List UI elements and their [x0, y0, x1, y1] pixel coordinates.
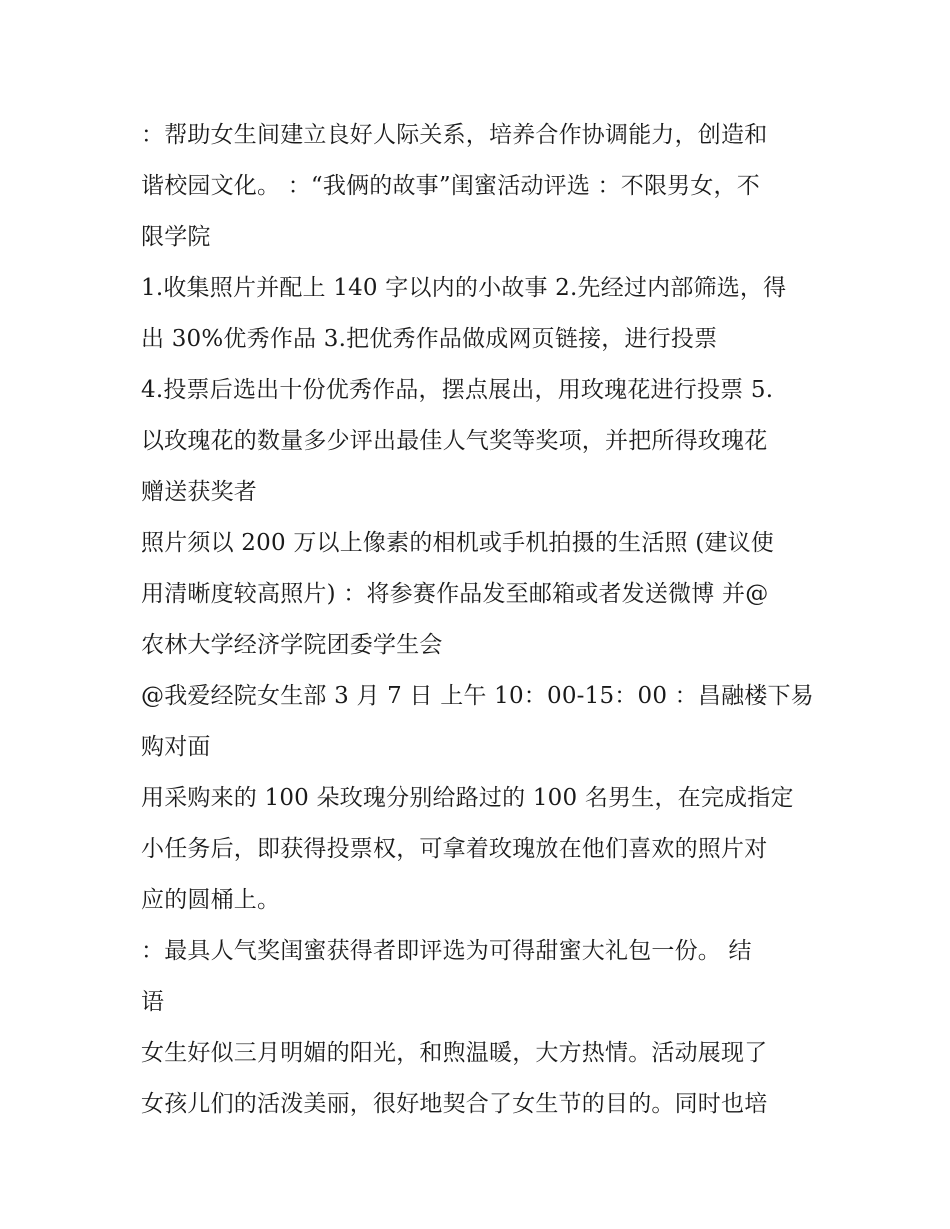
text-line-5: 出 30%优秀作品 3.把优秀作品做成网页链接，进行投票 [141, 326, 718, 352]
text-line-4: 1.收集照片并配上 140 字以内的小故事 2.先经过内部筛选，得 [141, 275, 787, 301]
text-line-6: 4.投票后选出十份优秀作品，摆点展出，用玫瑰花进行投票 5. [141, 377, 774, 403]
text-line-17: ：最具人气奖闺蜜获得者即评选为可得甜蜜大礼包一份。 结 [141, 938, 752, 964]
text-line-10: 用清晰度较高照片) ：将参赛作品发至邮箱或者发送微博 并@ [141, 581, 769, 607]
text-line-15: 小任务后，即获得投票权，可拿着玫瑰放在他们喜欢的照片对 [141, 836, 768, 862]
text-line-19: 女生好似三月明媚的阳光，和煦温暖，大方热情。活动展现了 [141, 1040, 768, 1066]
text-line-13: 购对面 [141, 734, 211, 760]
text-line-9: 照片须以 200 万以上像素的相机或手机拍摄的生活照 (建议使 [141, 530, 775, 556]
text-line-8: 赠送获奖者 [141, 479, 257, 505]
text-line-11: 农林大学经济学院团委学生会 [141, 632, 443, 658]
text-line-12: @我爱经院女生部 3 月 7 日 上午 10：00-15：00 ：昌融楼下易 [141, 683, 814, 709]
text-line-14: 用采购来的 100 朵玫瑰分别给路过的 100 名男生，在完成指定 [141, 785, 794, 811]
text-line-1: ：帮助女生间建立良好人际关系，培养合作协调能力，创造和 [141, 122, 768, 148]
text-line-18: 语 [141, 989, 165, 1015]
text-line-7: 以玫瑰花的数量多少评出最佳人气奖等奖项，并把所得玫瑰花 [141, 428, 768, 454]
text-line-16: 应的圆桶上。 [141, 887, 281, 913]
text-line-20: 女孩儿们的活泼美丽，很好地契合了女生节的目的。同时也培 [141, 1091, 768, 1117]
text-line-3: 限学院 [141, 224, 211, 250]
text-line-2: 谐校园文化。 ：“我俩的故事”闺蜜活动评选 ：不限男女，不 [141, 173, 760, 199]
document-body [141, 110, 821, 1130]
